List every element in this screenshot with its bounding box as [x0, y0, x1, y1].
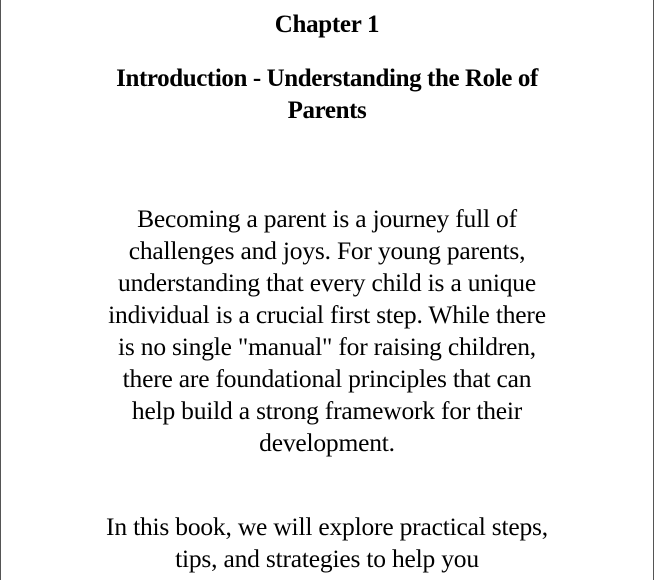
chapter-number: Chapter 1: [274, 11, 380, 38]
chapter-title: Introduction - Understanding the Role of Parents: [116, 65, 538, 124]
paragraph: Becoming a parent is a journey full of challenges and joys. For young parents, understanding that every child is a unique individual is a crucial first step. While there is no single "manual" for raising children, there are foundational principles that can help build a strong framework for their development.: [108, 204, 546, 457]
paragraph: In this book, we will explore practical steps, tips, and strategies to help you: [106, 512, 548, 573]
